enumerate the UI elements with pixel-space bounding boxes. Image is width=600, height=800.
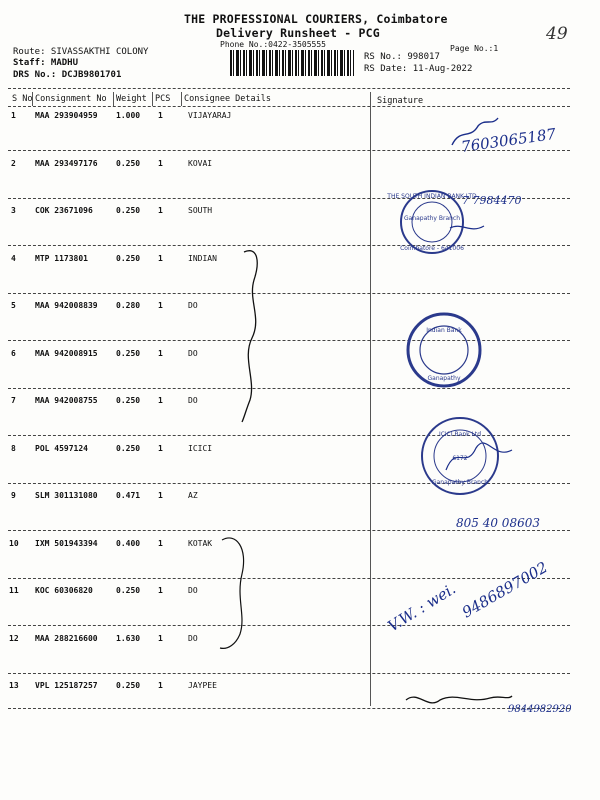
signature-stroke [406, 696, 512, 703]
row-sno: 9 [11, 491, 16, 500]
row-consignee: AZ [188, 491, 198, 500]
row-pcs: 1 [158, 491, 163, 500]
col-consignment: Consignment No [35, 94, 107, 104]
col-pcs: PCS [155, 94, 171, 104]
row-rule [8, 625, 570, 626]
row-sno: 10 [9, 539, 19, 548]
row-consignment: MAA 942008755 [35, 396, 98, 405]
staff-label: Staff: MADHU [13, 58, 79, 68]
row-sno: 13 [9, 681, 19, 690]
row11-phone-handwritten: 9486897002 [459, 558, 551, 622]
row-consignment: VPL 125187257 [35, 681, 98, 690]
stamp-text: Ganapathy Branch [431, 479, 489, 486]
phone-number: Phone No.:0422-3505555 [220, 40, 326, 49]
stamp-text: Indian Bank [426, 327, 462, 334]
signature-stroke [452, 118, 498, 145]
row-consignment: MAA 942008915 [35, 349, 98, 358]
row-consignment: COK 23671096 [35, 206, 93, 215]
company-title: THE PROFESSIONAL COURIERS, Coimbatore [184, 12, 448, 26]
stamp-text: Coimbatore - 641006 [400, 245, 464, 252]
col-signature: Signature [377, 96, 424, 106]
row-rule [8, 483, 570, 484]
col-sep [181, 92, 182, 106]
row-sno: 11 [9, 586, 19, 595]
row-rule [8, 673, 570, 674]
row-consignee: DO [188, 586, 198, 595]
rs-date: RS Date: 11-Aug-2022 [364, 64, 473, 74]
row-sno: 7 [11, 396, 16, 405]
row-pcs: 1 [158, 301, 163, 310]
row-pcs: 1 [158, 159, 163, 168]
stamp-text: Ganapathy Branch [403, 215, 461, 222]
row-consignee: KOTAK [188, 539, 213, 548]
row-weight: 0.250 [116, 396, 141, 405]
drs-number: DRS No.: DCJB9801701 [13, 70, 122, 80]
page-number: Page No.:1 [450, 44, 499, 53]
row-rule [8, 530, 570, 531]
row-rule [8, 388, 570, 389]
row-consignment: MAA 288216600 [35, 634, 98, 643]
row-rule [8, 198, 570, 199]
row-consignment: KOC 60306820 [35, 586, 93, 595]
row-consignee: DO [188, 396, 198, 405]
barcode [230, 50, 354, 76]
row-weight: 0.250 [116, 206, 141, 215]
col-sep [152, 92, 153, 106]
row-consignee: VIJAYARAJ [188, 111, 232, 120]
runsheet-subtitle: Delivery Runsheet - PCG [216, 26, 380, 40]
signature-stroke [242, 251, 257, 422]
row-consignment: MAA 942008839 [35, 301, 98, 310]
col-sep [113, 92, 114, 106]
col-sep [32, 92, 33, 106]
row13-phone-handwritten: 9844982920 [508, 704, 572, 715]
row-pcs: 1 [158, 681, 163, 690]
row-consignment: IXM 501943394 [35, 539, 98, 548]
row2-phone-handwritten: 7 7984470 [462, 194, 522, 207]
row-sno: 6 [11, 349, 16, 358]
row-pcs: 1 [158, 349, 163, 358]
row-weight: 1.000 [116, 111, 141, 120]
row-sno: 4 [11, 254, 16, 263]
row-weight: 0.250 [116, 586, 141, 595]
row-consignee: DO [188, 634, 198, 643]
row-consignment: SLM 301131080 [35, 491, 98, 500]
header-bottom-rule [8, 106, 570, 107]
row-consignee: DO [188, 349, 198, 358]
row-rule [8, 150, 570, 151]
row-sno: 8 [11, 444, 16, 453]
col-consignee: Consignee Details [184, 94, 271, 104]
row-sno: 3 [11, 206, 16, 215]
signature-stroke [446, 443, 512, 470]
row-weight: 0.250 [116, 159, 141, 168]
col-weight: Weight [116, 94, 147, 104]
row11-scribble-handwritten: V.W. : wei. [384, 579, 459, 636]
indian-bank-stamp [408, 314, 480, 386]
rs-number: RS No.: 998017 [364, 52, 440, 62]
row-consignee: INDIAN [188, 254, 217, 263]
row-pcs: 1 [158, 396, 163, 405]
row-pcs: 1 [158, 206, 163, 215]
signature-stroke [450, 226, 484, 229]
row-sno: 2 [11, 159, 16, 168]
row-consignee: DO [188, 301, 198, 310]
row-weight: 0.250 [116, 444, 141, 453]
row-consignment: MTP 1173801 [35, 254, 88, 263]
row-consignee: SOUTH [188, 206, 213, 215]
row-rule [8, 340, 570, 341]
row-sno: 12 [9, 634, 19, 643]
row-pcs: 1 [158, 254, 163, 263]
row-weight: 0.280 [116, 301, 141, 310]
row-weight: 0.250 [116, 681, 141, 690]
row-sno: 5 [11, 301, 16, 310]
stamp-text: ICICI Bank Ltd [438, 431, 482, 438]
row-weight: 0.250 [116, 349, 141, 358]
row-pcs: 1 [158, 586, 163, 595]
stamp-text: 6172 [452, 455, 468, 462]
stamp-text: THE SOUTH INDIAN BANK LTD [387, 193, 477, 200]
header-top-rule [8, 88, 570, 89]
row-weight: 1.630 [116, 634, 141, 643]
row-weight: 0.471 [116, 491, 141, 500]
signature-col-sep [370, 92, 371, 706]
row9-phone-handwritten: 805 40 08603 [456, 516, 540, 530]
row-rule [8, 293, 570, 294]
row-consignee: ICICI [188, 444, 213, 453]
row-consignee: KOVAI [188, 159, 213, 168]
row-weight: 0.400 [116, 539, 141, 548]
row-rule [8, 435, 570, 436]
row-pcs: 1 [158, 444, 163, 453]
row-rule [8, 245, 570, 246]
row-consignment: POL 4597124 [35, 444, 88, 453]
row-weight: 0.250 [116, 254, 141, 263]
row-pcs: 1 [158, 111, 163, 120]
row-consignee: JAYPEE [188, 681, 217, 690]
row-rule [8, 578, 570, 579]
signature-stroke [220, 538, 244, 648]
south-indian-bank-stamp [386, 191, 477, 253]
row-rule [8, 708, 570, 709]
row-pcs: 1 [158, 634, 163, 643]
row-consignment: MAA 293497176 [35, 159, 98, 168]
row-sno: 1 [11, 111, 16, 120]
row-consignment: MAA 293904959 [35, 111, 98, 120]
handwritten-page-number: 49 [546, 24, 568, 44]
row-pcs: 1 [158, 539, 163, 548]
route-label: Route: SIVASSAKTHI COLONY [13, 47, 149, 57]
stamp-text: Ganapathy [427, 375, 461, 382]
col-sno: S No [12, 94, 33, 104]
row1-phone-handwritten: 7603065187 [460, 124, 558, 156]
